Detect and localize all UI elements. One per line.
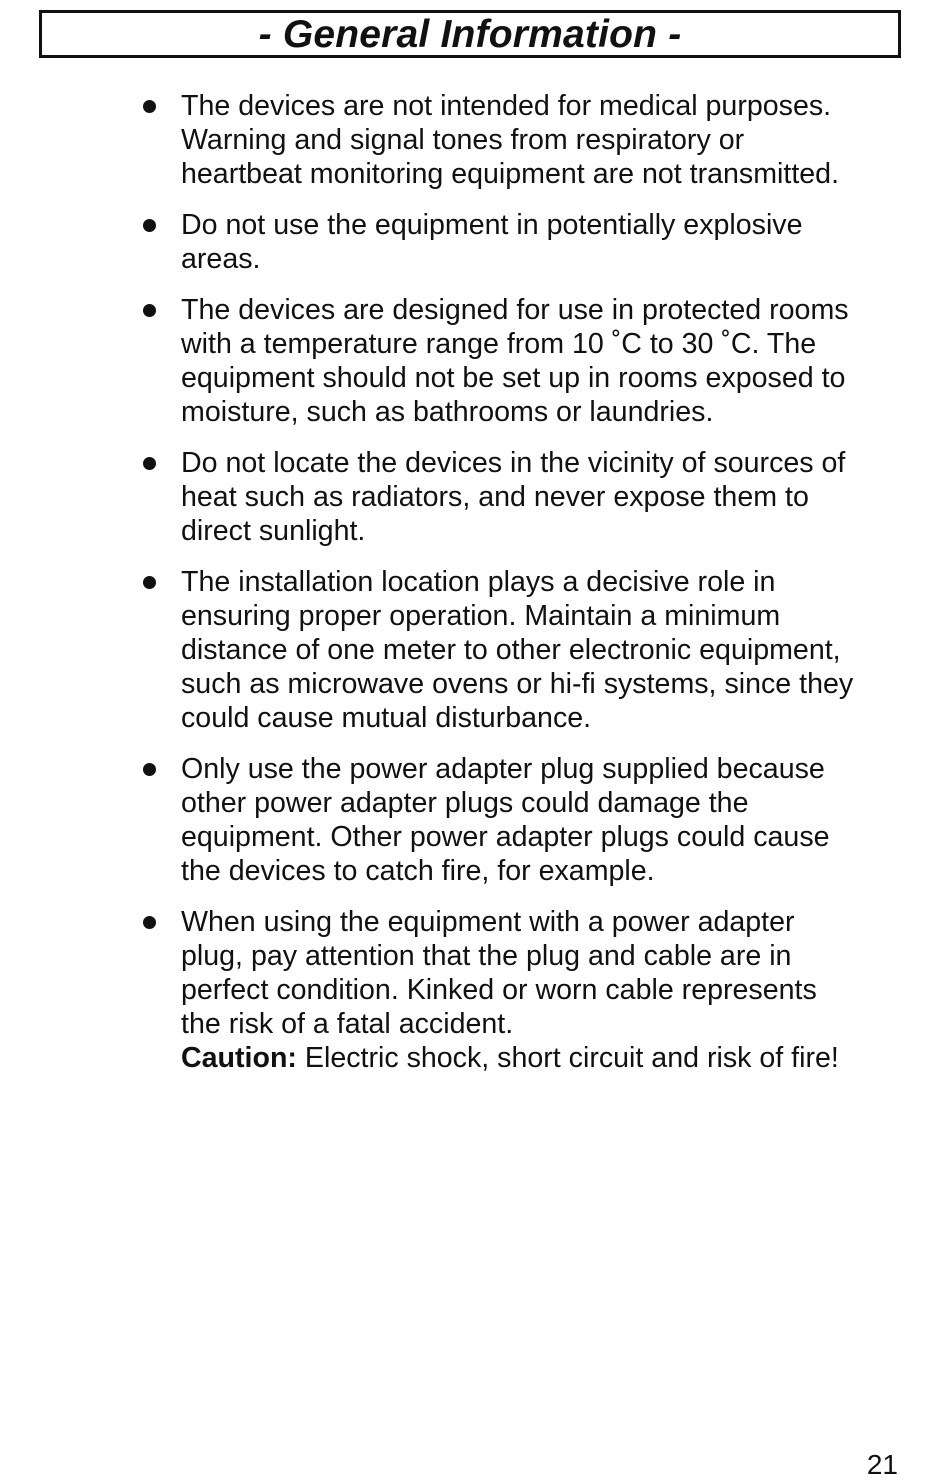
list-item [140, 565, 930, 735]
list-item [140, 89, 930, 191]
caution-label: Caution: [181, 1042, 297, 1074]
bullet-icon [143, 219, 156, 232]
bullet-icon [143, 100, 156, 113]
bullet-icon [143, 304, 156, 317]
bullet-icon [143, 457, 156, 470]
page-title: - General Information - [258, 12, 682, 56]
bullet-text: Only use the power adapter plug supplied because other power adapter plugs could damage the equipment. Other power adapter plugs could cause the devices to catch fire, for example. [181, 753, 830, 887]
bullet-text: When using the equipment with a power adapter plug, pay attention that the plug and cable are in perfect condition. Kinked or worn cable represents the risk of a fatal accident. [181, 906, 817, 1040]
page-number: 21 [866, 1449, 898, 1480]
bullet-text: The devices are designed for use in protected rooms with a temperature range from 10 ˚C to 30 ˚C. The equipment should not be set up in rooms exposed to moisture, such as bathrooms or laundries. [181, 294, 849, 428]
bullet-text: Do not locate the devices in the vicinity of sources of heat such as radiators, and never expose them to direct sunlight. [181, 447, 846, 547]
caution-note [181, 1041, 930, 1075]
list-item [140, 208, 930, 276]
bullet-text: Do not use the equipment in potentially explosive areas. [181, 209, 803, 275]
section-header-box [39, 10, 901, 58]
bullet-icon [143, 576, 156, 589]
list-item [140, 446, 930, 548]
safety-bullet-list [140, 89, 930, 1092]
bullet-text: The installation location plays a decisive role in ensuring proper operation. Maintain a minimum distance of one meter to other electronic equipment, such as microwave ovens or hi-fi systems, since they could cause mutual disturbance. [181, 566, 854, 734]
bullet-text: The devices are not intended for medical purposes. Warning and signal tones from respiratory or heartbeat monitoring equipment are not transmitted. [181, 90, 840, 190]
caution-text: Electric shock, short circuit and risk of fire! [296, 1042, 839, 1074]
list-item [140, 293, 930, 429]
bullet-icon [143, 763, 156, 776]
bullet-icon [143, 916, 156, 929]
list-item [140, 905, 930, 1075]
list-item [140, 752, 930, 888]
